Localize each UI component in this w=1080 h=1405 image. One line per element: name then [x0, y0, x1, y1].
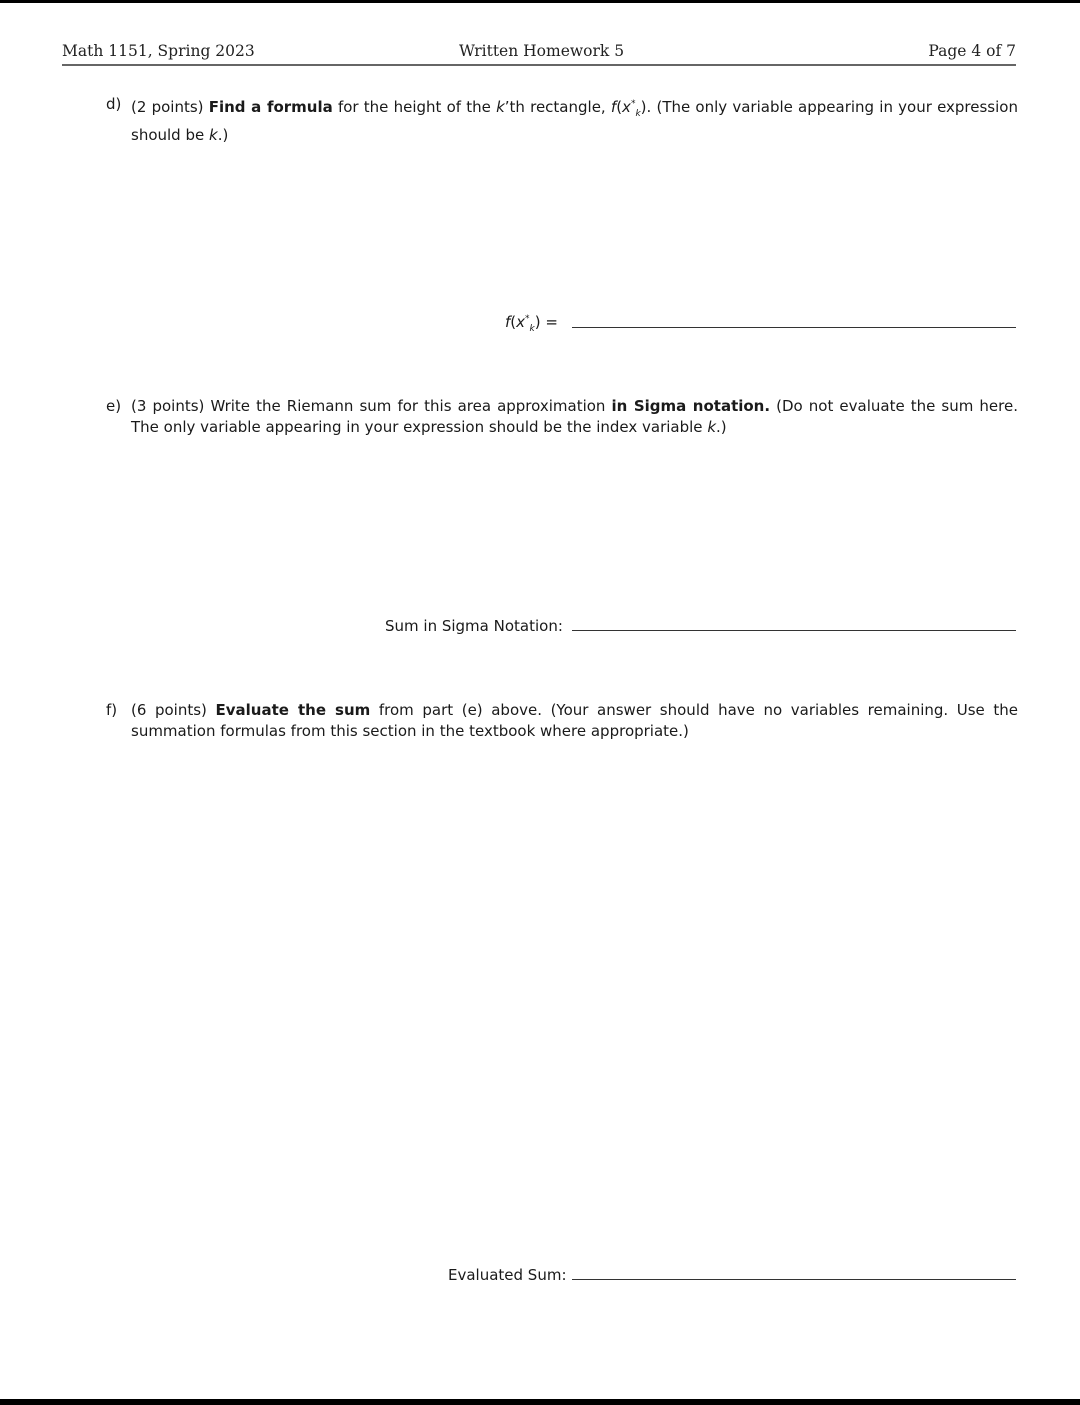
- page-header: [62, 42, 1016, 64]
- answer-e-label: Sum in Sigma Notation:: [385, 617, 563, 635]
- answer-f-label: Evaluated Sum:: [448, 1266, 567, 1284]
- answer-e-line[interactable]: [572, 630, 1016, 631]
- question-f: [106, 700, 1018, 742]
- question-d-text: (2 points) Find a formula for the height of the k’th rectangle, $f(x^*_k)$. (The only variable appearing in your expression should be k.): [131, 98, 1018, 144]
- assignment-title: Written Homework 5: [459, 42, 625, 60]
- answer-d-label: $f(x^*_k)$ =: [505, 313, 558, 334]
- bottom-border: [0, 1399, 1080, 1405]
- header-divider: [62, 64, 1016, 66]
- top-border: [0, 0, 1080, 3]
- answer-d-line[interactable]: [572, 327, 1016, 328]
- question-d-label: d): [106, 95, 122, 113]
- question-f-label: f): [106, 701, 118, 719]
- course-title: Math 1151, Spring 2023: [62, 42, 255, 60]
- question-d: [106, 94, 1018, 146]
- question-f-text: (6 points) Evaluate the sum from part (e) above. (Your answer should have no variables remaining. Use the summation formulas from this section in the textbook where appropriate.): [131, 701, 1018, 740]
- page-number: Page 4 of 7: [928, 42, 1016, 60]
- answer-f-line[interactable]: [572, 1279, 1016, 1280]
- question-e: [106, 396, 1018, 438]
- question-e-text: (3 points) Write the Riemann sum for this area approximation in Sigma notation. (Do not evaluate the sum here. The only variable appearing in your expression should be the index variable k.): [131, 397, 1018, 436]
- question-e-label: e): [106, 397, 122, 415]
